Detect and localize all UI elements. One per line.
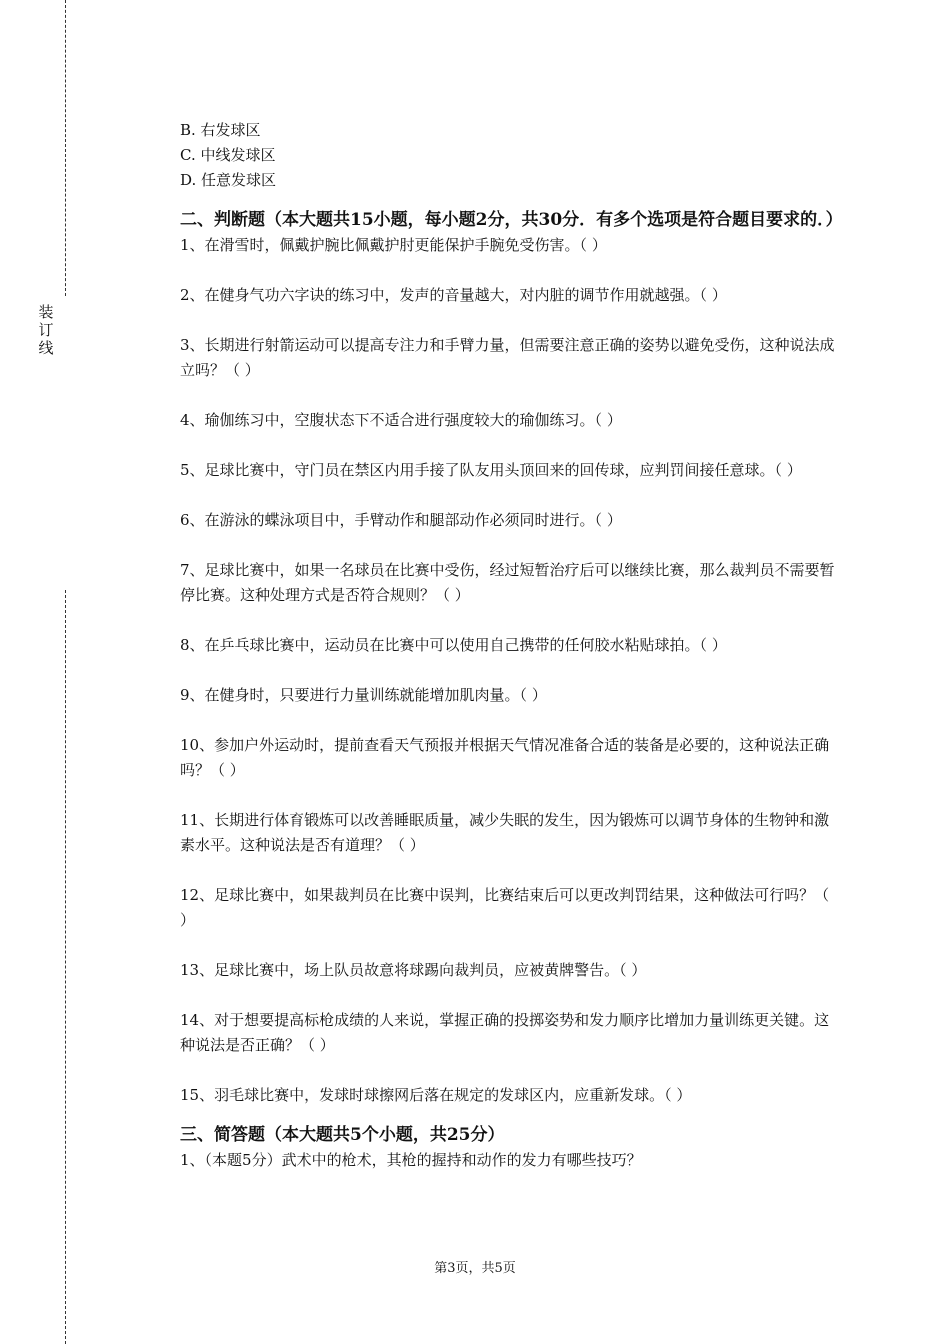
question-item: 9、在健身时，只要进行力量训练就能增加肌肉量。（ ） (180, 686, 547, 704)
binding-line-top (65, 0, 66, 296)
question-item: 15、羽毛球比赛中，发球时球擦网后落在规定的发球区内，应重新发球。（ ） (180, 1086, 692, 1104)
question-item: 5、足球比赛中，守门员在禁区内用手接了队友用头顶回来的回传球，应判罚间接任意球。（ ） (180, 461, 802, 479)
question-item: 13、足球比赛中，场上队员故意将球踢向裁判员，应被黄牌警告。（ ） (180, 961, 647, 979)
option-d: D. 任意发球区 (180, 171, 277, 189)
question-item: 1、（本题5分）武术中的枪术，其枪的握持和动作的发力有哪些技巧？ (180, 1151, 642, 1169)
section-2-heading: 二、判断题（本大题共15小题，每小题2分，共30分．有多个选项是符合题目要求的．） (180, 210, 843, 230)
page-content (180, 118, 843, 1173)
question-item: 6、在游泳的蝶泳项目中，手臂动作和腿部动作必须同时进行。（ ） (180, 511, 622, 529)
option-b: B. 右发球区 (180, 121, 261, 139)
question-item: 2、在健身气功六字诀的练习中，发声的音量越大，对内脏的调节作用就越强。（ ） (180, 286, 727, 304)
question-item: 1、在滑雪时，佩戴护腕比佩戴护肘更能保护手腕免受伤害。（ ） (180, 236, 607, 254)
binding-line-bottom (65, 590, 66, 1344)
question-item: 3、长期进行射箭运动可以提高专注力和手臂力量，但需要注意正确的姿势以避免受伤，这种说法成立吗？（ ） (180, 336, 835, 379)
section-2-questions (180, 233, 840, 1108)
question-item: 10、参加户外运动时，提前查看天气预报并根据天气情况准备合适的装备是必要的，这种说法正确吗？（ ） (180, 736, 830, 779)
option-list (180, 118, 840, 193)
question-item: 4、瑜伽练习中，空腹状态下不适合进行强度较大的瑜伽练习。（ ） (180, 411, 622, 429)
question-item: 8、在乒乓球比赛中，运动员在比赛中可以使用自己携带的任何胶水粘贴球拍。（ ） (180, 636, 727, 654)
page-footer: 第3页，共5页 (434, 1261, 516, 1276)
section-3-heading: 三、简答题（本大题共5个小题，共25分） (180, 1125, 505, 1145)
binding-label: 装订线 (38, 303, 54, 357)
question-item: 12、足球比赛中，如果裁判员在比赛中误判，比赛结束后可以更改判罚结果，这种做法可行吗？（ ） (180, 886, 830, 929)
section-3-questions (180, 1148, 840, 1173)
option-c: C. 中线发球区 (180, 146, 276, 164)
question-item: 7、足球比赛中，如果一名球员在比赛中受伤，经过短暂治疗后可以继续比赛，那么裁判员不需要暂停比赛。这种处理方式是否符合规则？（ ） (180, 561, 835, 604)
question-item: 14、对于想要提高标枪成绩的人来说，掌握正确的投掷姿势和发力顺序比增加力量训练更关键。这种说法是否正确？（ ） (180, 1011, 830, 1054)
question-item: 11、长期进行体育锻炼可以改善睡眠质量，减少失眠的发生，因为锻炼可以调节身体的生物钟和激素水平。这种说法是否有道理？（ ） (180, 811, 830, 854)
